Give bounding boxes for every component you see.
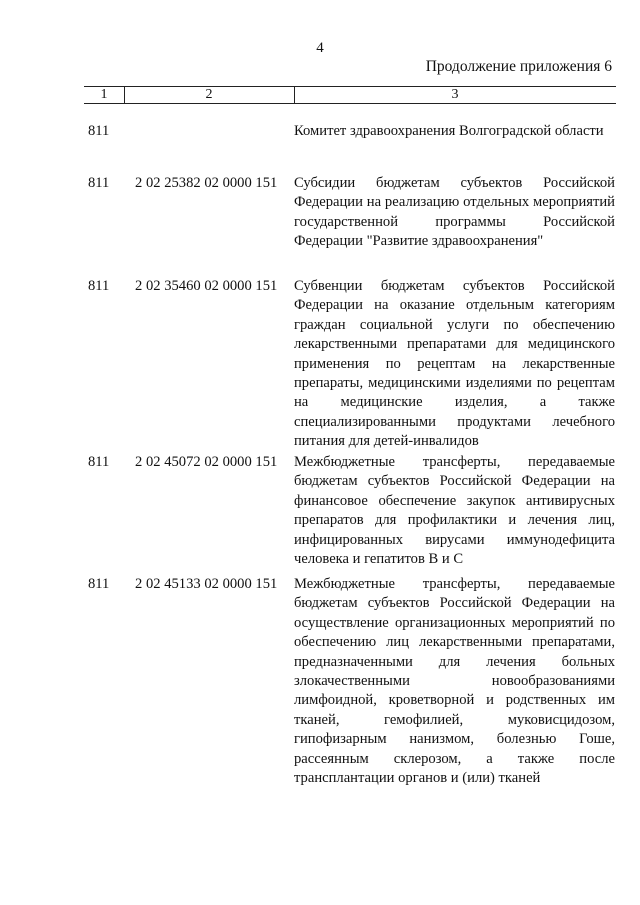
column-header-3: 3 (451, 87, 459, 102)
budget-code: 2 02 45133 02 0000 151 (135, 576, 278, 592)
header-title: Продолжение приложения 6 (425, 58, 612, 75)
admin-code: 811 (88, 123, 110, 139)
column-header-2: 2 (205, 87, 213, 102)
row-description: Межбюджетные трансферты, передаваемые бюджетам субъектов Российской Федерации на финансовое обеспечение закупок антивирусных препаратов для профилактики и лечения лиц, инфицированных вирусами иммунодефицита человека и гепатитов B и C (294, 454, 615, 568)
admin-code: 811 (88, 175, 110, 191)
admin-code: 811 (88, 278, 110, 294)
row-description: Субсидии бюджетам субъектов Российской Федерации на реализацию отдельных мероприятий государственной программы Российской Федерации "Развитие здравоохранения" (294, 175, 615, 250)
row-description: Межбюджетные трансферты, передаваемые бюджетам субъектов Российской Федерации на осуществление организационных мероприятий по обеспечению лиц лекарственными препаратами, предназначенными для лечения больных злокачественными новообразованиями лимфоидной, кроветворной и родственных им тканей, гемофилией, муковисцидозом, гипофизарным нанизмом, болезнью Гоше, рассеянным склерозом, а также после трансплантации органов и (или) тканей (294, 576, 615, 787)
budget-code: 2 02 45072 02 0000 151 (135, 454, 278, 470)
column-header-row (84, 86, 616, 104)
column-header-1: 1 (100, 87, 108, 102)
page-number: 4 (316, 40, 324, 56)
admin-code: 811 (88, 454, 110, 470)
row-description: Субвенции бюджетам субъектов Российской Федерации на оказание отдельным категориям граждан социальной услуги по обеспечению лекарственными препаратами для медицинского применения по рецептам на лекарственные препараты, медицинскими изделиями по рецептам на медицинские изделия, а также специализированными продуктами лечебного питания для детей-инвалидов (294, 278, 615, 450)
admin-code: 811 (88, 576, 110, 592)
budget-code: 2 02 35460 02 0000 151 (135, 278, 278, 294)
budget-code: 2 02 25382 02 0000 151 (135, 175, 278, 191)
row-description: Комитет здравоохранения Волгоградской области (294, 123, 604, 139)
